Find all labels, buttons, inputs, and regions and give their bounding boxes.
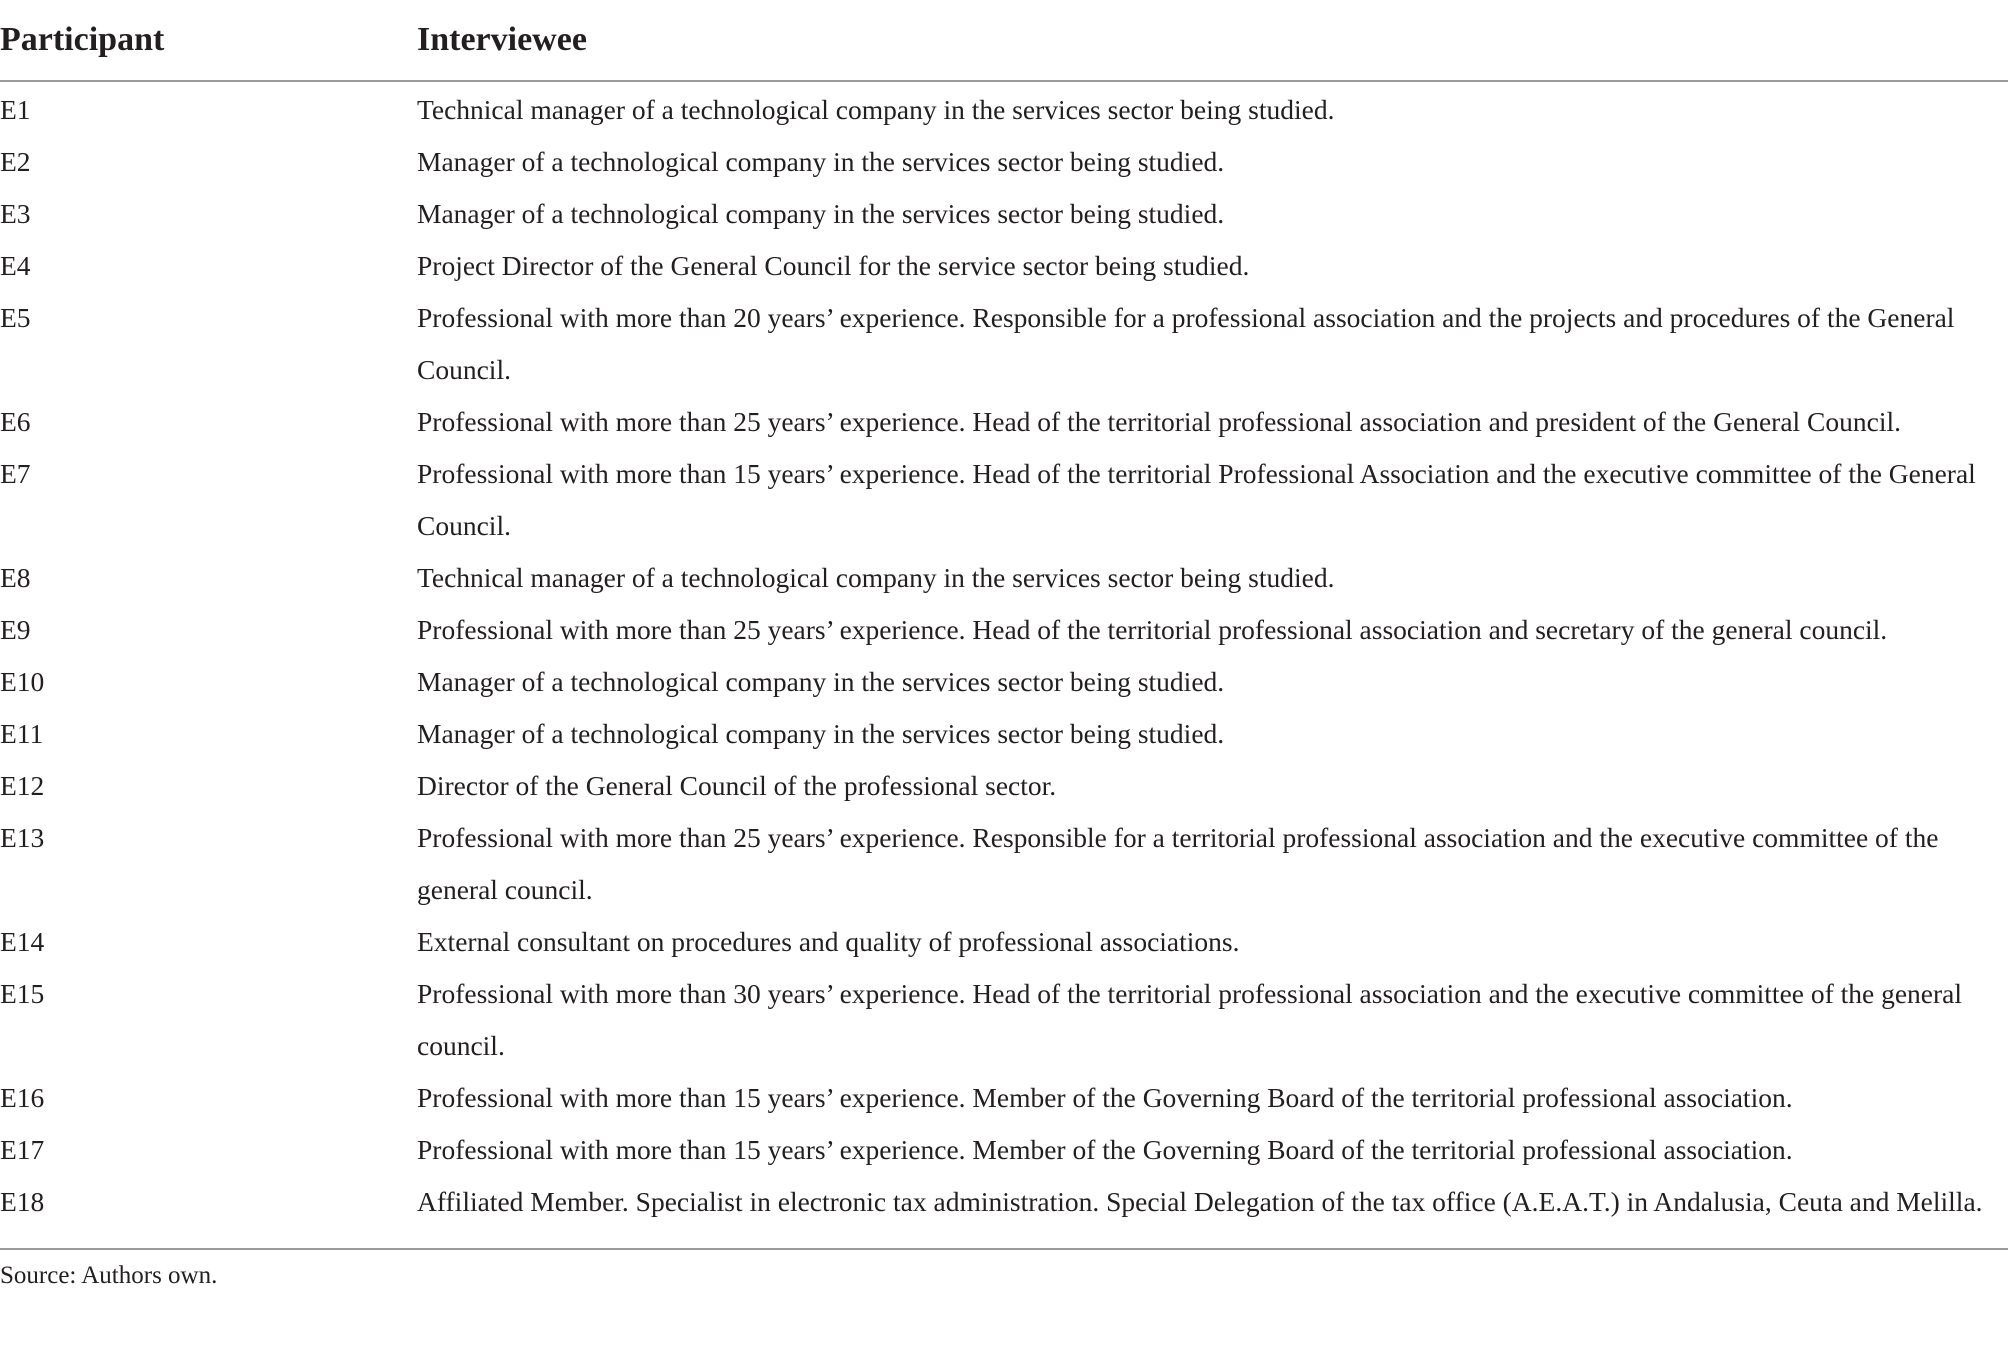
interviewee-cell: Manager of a technological company in the services sector being studied.: [417, 198, 1225, 229]
participant-cell: E14: [0, 926, 45, 957]
header-interviewee: Interviewee: [417, 0, 2008, 81]
table-row: [0, 916, 2008, 968]
interviewee-cell: Professional with more than 15 years’ experience. Head of the territorial Professional Association and the executive committee of the General Council.: [417, 458, 1976, 541]
table-row: [0, 656, 2008, 708]
interviewee-cell: Professional with more than 15 years’ experience. Member of the Governing Board of the territorial professional association.: [417, 1134, 1793, 1165]
table-row: [0, 81, 2008, 136]
participant-cell: E4: [0, 250, 31, 281]
table-row: [0, 552, 2008, 604]
table-row: [0, 604, 2008, 656]
participant-cell: E16: [0, 1082, 45, 1113]
table-row: [0, 1176, 2008, 1248]
participant-cell: E17: [0, 1134, 45, 1165]
interviewee-cell: Project Director of the General Council for the service sector being studied.: [417, 250, 1250, 281]
participant-cell: E13: [0, 822, 45, 853]
interviewee-cell: Professional with more than 25 years’ experience. Head of the territorial professional association and president of the General Council.: [417, 406, 1901, 437]
participant-cell: E15: [0, 978, 45, 1009]
table-row: [0, 968, 2008, 1072]
interviewee-cell: Professional with more than 15 years’ experience. Member of the Governing Board of the territorial professional association.: [417, 1082, 1793, 1113]
participant-cell: E8: [0, 562, 31, 593]
source-note: Source: Authors own.: [0, 1262, 218, 1289]
table-row: [0, 448, 2008, 552]
table-row: [0, 396, 2008, 448]
interviewee-cell: Professional with more than 30 years’ experience. Head of the territorial professional association and the executive committee of the general council.: [417, 978, 1963, 1061]
interviewee-cell: Technical manager of a technological company in the services sector being studied.: [417, 562, 1335, 593]
table-row: [0, 812, 2008, 916]
table-row: [0, 240, 2008, 292]
participant-cell: E3: [0, 198, 31, 229]
table-row: [0, 708, 2008, 760]
participant-cell: E6: [0, 406, 31, 437]
participant-cell: E1: [0, 94, 31, 125]
table-row: [0, 136, 2008, 188]
table-row: [0, 292, 2008, 396]
table-bottom-rule: [0, 1248, 2008, 1250]
participant-cell: E5: [0, 302, 31, 333]
participant-cell: E10: [0, 666, 45, 697]
table-body: [0, 81, 2008, 1248]
interviewee-cell: Professional with more than 25 years’ experience. Head of the territorial professional association and secretary of the general council.: [417, 614, 1888, 645]
interviewee-cell: Manager of a technological company in the services sector being studied.: [417, 718, 1225, 749]
interviewee-cell: Technical manager of a technological company in the services sector being studied.: [417, 94, 1335, 125]
participant-cell: E18: [0, 1186, 45, 1217]
participant-cell: E9: [0, 614, 31, 645]
header-row: [0, 0, 2008, 81]
table-row: [0, 188, 2008, 240]
table-row: [0, 760, 2008, 812]
table-row: [0, 1124, 2008, 1176]
table-row: [0, 1072, 2008, 1124]
interviewee-cell: Affiliated Member. Specialist in electronic tax administration. Special Delegation of the tax office (A.E.A.T.) in Andalusia, Ceuta and Melilla.: [417, 1186, 1983, 1217]
interviewee-cell: Professional with more than 25 years’ experience. Responsible for a territorial professional association and the executive committee of the general council.: [417, 822, 1939, 905]
table-header: [0, 0, 2008, 81]
header-participant: Participant: [0, 0, 417, 81]
interviewee-cell: Manager of a technological company in the services sector being studied.: [417, 666, 1225, 697]
participant-cell: E11: [0, 718, 44, 749]
participant-cell: E12: [0, 770, 45, 801]
participant-cell: E7: [0, 458, 31, 489]
interviewee-cell: Professional with more than 20 years’ experience. Responsible for a professional association and the projects and procedures of the General Council.: [417, 302, 1955, 385]
participant-cell: E2: [0, 146, 31, 177]
interviewee-cell: Director of the General Council of the professional sector.: [417, 770, 1057, 801]
interviewee-cell: Manager of a technological company in the services sector being studied.: [417, 146, 1225, 177]
interviewee-cell: External consultant on procedures and quality of professional associations.: [417, 926, 1240, 957]
